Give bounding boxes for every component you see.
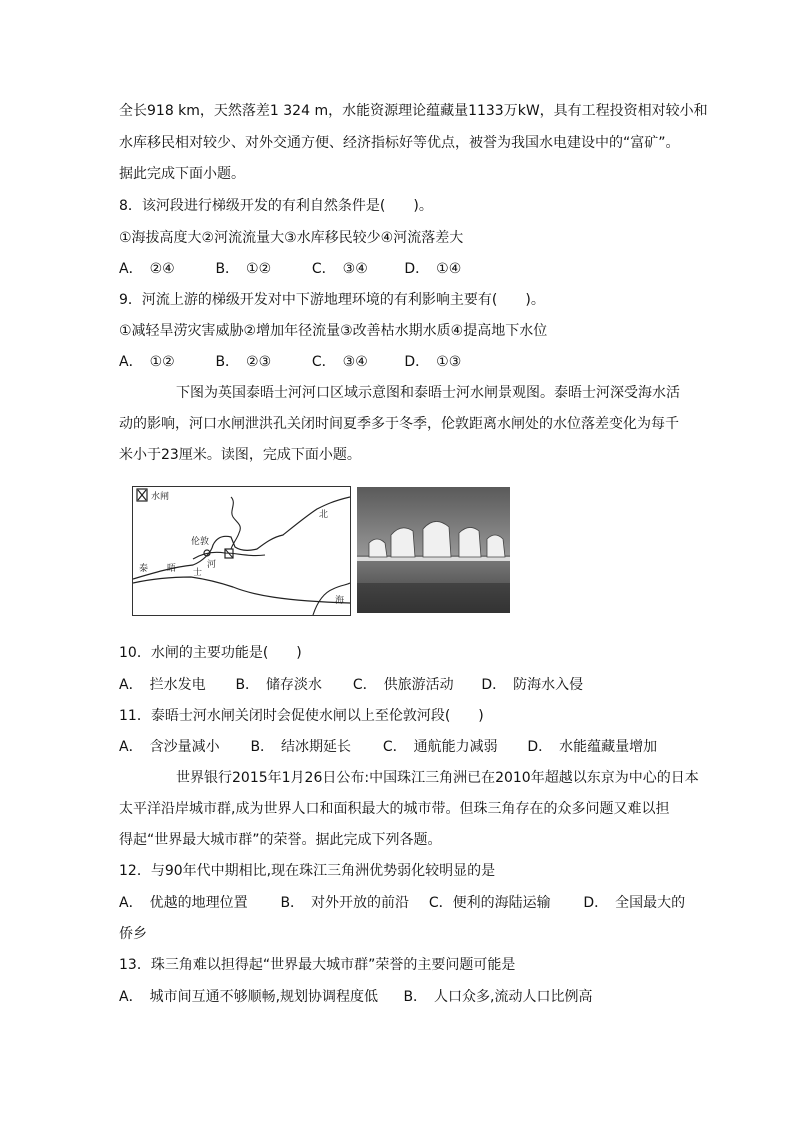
question-8-options [119,258,461,280]
option-b: B． 储存淡水 [235,677,323,693]
map-label: 泰 [139,564,149,574]
option-a: A． 城市间互通不够顺畅,规划协调程度低 [119,989,379,1005]
question-9-items: ①减轻旱涝灾害威胁②增加年径流量③改善枯水期水质④提高地下水位 [119,323,548,339]
question-13-options [119,986,593,1008]
question-11: 11．泰晤士河水闸关闭时会促使水闸以上至伦敦河段( ) [119,708,484,724]
question-12-continuation: 侨乡 [119,926,147,942]
option-c: C． 通航能力减弱 [382,739,498,755]
option-c: C．便利的海陆运输 [428,895,551,911]
legend-label: 水闸 [151,492,170,502]
text-line: 下图为英国泰晤士河河口区域示意图和泰晤士河水闸景观图。泰晤士河深受海水活 [176,385,680,401]
question-12-options [119,892,685,914]
question-12: 12．与90年代中期相比,现在珠江三角洲优势弱化较明显的是 [119,863,496,879]
text-line: 动的影响，河口水闸泄洪孔关闭时间夏季多于冬季，伦敦距离水闸处的水位落差变化为每千 [119,416,679,432]
map-label: 士 [193,568,203,578]
text-line: 据此完成下面小题。 [119,166,245,182]
question-8: 8．该河段进行梯级开发的有利自然条件是( )。 [119,198,433,214]
option-d: D． ①④ [404,261,462,277]
text-line: 全长918 km，天然落差1 324 m，水能资源理论蕴藏量1133万kW，具有工程投资相对较小和 [119,103,708,119]
option-d: D． 水能蕴藏量增加 [527,739,658,755]
option-a: A． 拦水发电 [119,677,206,693]
map-label: 晤 [167,564,177,574]
text-line: 水库移民相对较少、对外交通方便、经济指标好等优点，被誉为我国水电建设中的“富矿”。 [119,135,680,151]
option-a: A． ①② [119,354,175,370]
text-line: 米小于23厘米。读图，完成下面小题。 [119,447,361,463]
text-line: 世界银行2015年1月26日公布:中国珠江三角洲已在2010年超越以东京为中心的日本 [176,770,699,786]
option-b: B． ①② [215,261,272,277]
option-b: B． 对外开放的前沿 [280,895,410,911]
london-label: 伦敦 [191,537,210,547]
question-9-options [119,351,461,373]
option-a: A． 优越的地理位置 [119,895,248,911]
question-10: 10．水闸的主要功能是( ) [119,645,302,661]
question-13: 13．珠三角难以担得起“世界最大城市群”荣誉的主要问题可能是 [119,957,516,973]
south-coast [133,577,350,603]
option-c: C． ③④ [311,354,368,370]
option-d: D． ①③ [404,354,462,370]
question-9: 9．河流上游的梯级开发对中下游地理环境的有利影响主要有( )。 [119,292,545,308]
option-a: A． ②④ [119,261,175,277]
map-label: 海 [335,596,345,606]
coastline [133,497,350,579]
option-b: B． ②③ [215,354,272,370]
option-c: C． 供旅游活动 [352,677,454,693]
option-b: B． 结冰期延长 [250,739,352,755]
option-a: A． 含沙量减小 [119,739,220,755]
question-10-options [119,674,583,696]
map-label: 河 [207,560,217,570]
thames-map [132,486,351,616]
option-d: D． 防海水入侵 [481,677,584,693]
thames-barrier-photo [357,487,510,613]
option-d: D． 全国最大的 [583,895,686,911]
thames-map-drawing [133,487,350,615]
east-coast [313,583,350,615]
option-b: B． 人口众多,流动人口比例高 [403,989,593,1005]
option-c: C． ③④ [311,261,368,277]
question-11-options [119,736,657,758]
map-label: 北 [319,510,329,520]
question-8-items: ①海拔高度大②河流流量大③水库移民较少④河流落差大 [119,230,464,246]
text-line: 太平洋沿岸城市群,成为世界人口和面积最大的城市带。但珠三角存在的众多问题又难以担 [119,801,670,817]
text-line: 得起“世界最大城市群”的荣誉。据此完成下列各题。 [119,832,442,848]
